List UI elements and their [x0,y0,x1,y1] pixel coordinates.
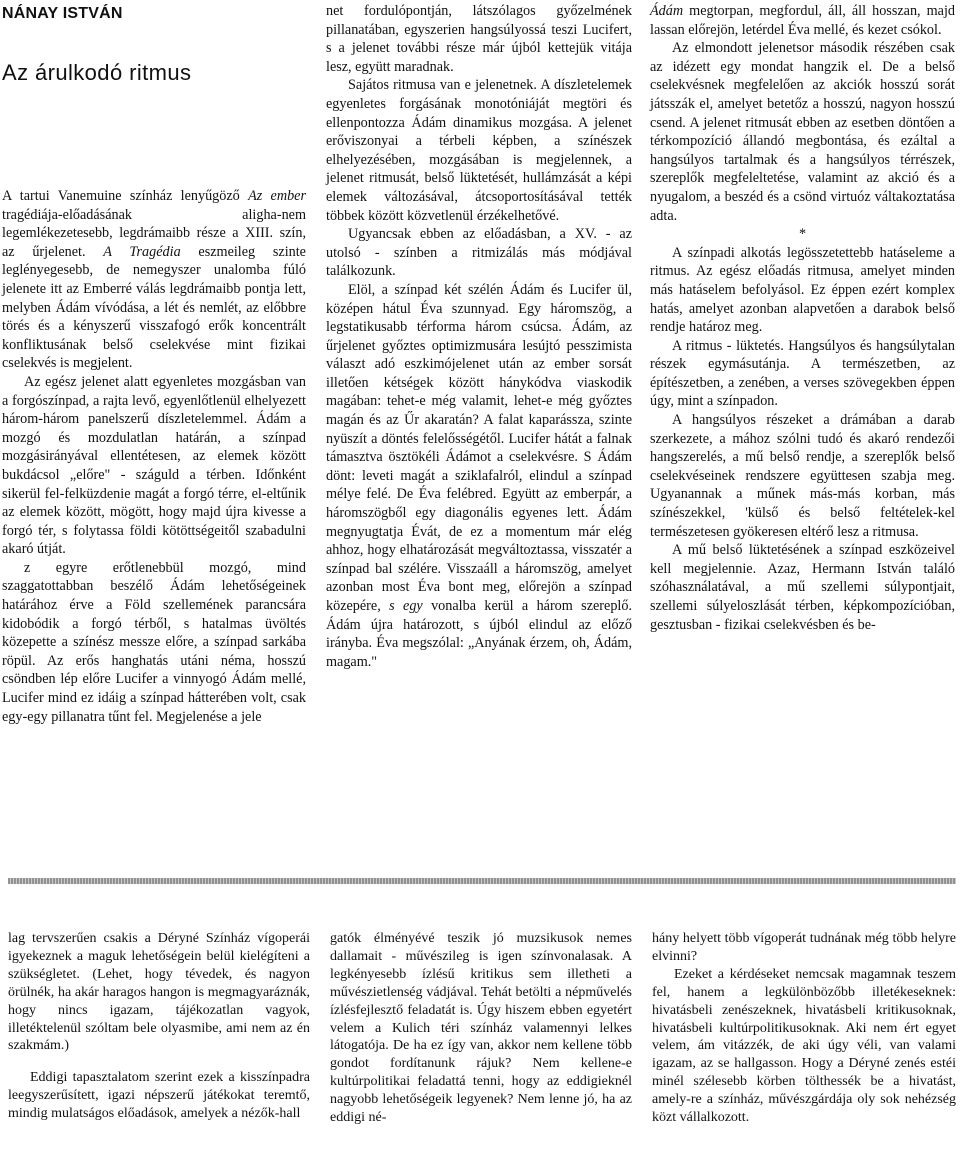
article-column-1 [2,187,306,726]
section-separator: * [798,226,807,243]
article-column-3 [650,2,955,634]
paragraph: A mű belső lüktetésének a színpad eszközeivel kell megjelennie. Azaz, Hermann István találó szóhasználatával, a mű szellemi súlypontjait, szellemi súlyeloszlását térben, képkompozícióban, gesztusban - fizikai cselekvésben és be- [650,542,955,633]
paragraph: A színpadi alkotás legösszetettebb hatáseleme a ritmus. Az egész előadás ritmusa, amelyet minden más hatáselem befolyásol. Ez éppen ezért komplex hatás, amelyet azonban alapvetően a darabok belső rendje határoz meg. [650,244,955,336]
paragraph: Sajátos ritmusa van e jelenetnek. A díszletelemek egyenletes forgásának monotóniáját megtöri és ellenpontozza Ádám dinamikus mozgása. A jelenet erőviszonyai a térbeli képben, a színészek elhelyezésében, mozgásában is megjelennek, a jelenet ritmusát, belső lüktetését, hullámzását a képi elemek változásával, átcsoportosításával tették többek között közvetlenül érzékelhetővé. [326,77,632,224]
paragraph: Eddigi tapasztalatom szerint ezek a kisszínpadra leegyszerűsített, igazi népszerű játékokat teremtő, mindig mulatságos előadások, amelyek a nézők-hall [8,1070,310,1122]
paragraph: Ádám megtorpan, megfordul, áll, áll hosszan, majd lassan előrejön, letérdel Éva mellé, és kezet csókol. [650,3,955,38]
article-title: Az árulkodó ritmus [2,60,192,85]
bottom-column-3 [652,930,956,1127]
paragraph: Az elmondott jelenetsor második részében csak az idézett egy mondat hangzik el. De a belső cselekvésnek megfelelően az akciók hosszú sorát játsszák el, amelyet betetőz a hosszú, nagyon hosszú csend. A jelenet ritmusát ebben az esetben döntően a térkompozíció állandó megbontása, és ezáltal a hangsúlyos tartalmak és a hangsúlyos térrészek, szereplők megfeleltetése, valamint az akció és a nyugalom, a beszéd és a csönd virtuóz váltakoztatása adta. [650,40,955,224]
paragraph: Ugyancsak ebben az előadásban, a XV. - az utolsó - színben a ritmizálás más módjával találkozunk. [326,226,632,280]
paragraph: Elöl, a színpad két szélén Ádám és Lucifer ül, középen hátul Éva szunnyad. Egy háromszög, a legstatikusabb térforma három csúcsa. Ádám, az űrjelenet győztes optimizmusára lesújtó pesszimista választ adó eszkimójelenet után az ember sorsát illetően kétségek között hánykódva viaskodik magában: tehet-e még valamit, lehet-e még győztes magán és az Űr akaratán? A falat kaparássza, szinte nyüszít a döntés felelősségétől. Lucifer hátát a falnak támasztva ösztökéli Ádámot a cselekvésre. S Ádám dönt: leveti magát a sziklafalról, elindul a színpad mélye felé. De Éva felébred. Együtt az emberpár, a háromszögből egy diagonális egyenes lett. Ádám megnyugtatja Évát, de ez a momentum már elég ahhoz, hogy elhatározását megváltoztassa, visszatér a színpad bal szélére. Visszaáll a háromszög, amelyet azonban most Éva bont meg, előrejön a színpad közepére, s egy vonalba kerül a három szereplő. Ádám újra határozott, s újból elindul az előző irányba. Éva megszólal: „Anyának érzem, oh, Ádám, magam." [326,281,632,670]
paragraph: lag tervszerűen csakis a Déryné Színház vígoperái igyekeznek a maguk lehetőségein belül kielégíteni a szükségletet. (Lehet, hogy tévedek, és nagyon örülnék, ha akár haragos hangon is megmagyaráznák, hogy nincs igazam, tájékozatlan vagyok, illetéktelenül szóltam bele olyasmibe, ami nem az én szakmám.) [8,931,310,1054]
paragraph: A tartui Vanemuine színház lenyűgöző Az ember tragédiája-előadásának aligha-nem legemlékezetesebb, legdrámaibb része a XIII. szín, az űrjelenet. A Tragédia eszmeileg szinte leglényegesebb, de nemegyszer unalomba fúló jelenete itt az Emberré válás legdrámaibb pontja lett, melyben Ádám vívódása, a lét és nemlét, az előbbre törés és a kényszerű visszafogó erők koncentrált konfliktusának belső cselekvése mint fizikai cselekvés is megjelent. [2,188,306,372]
page-divider [8,878,956,884]
bottom-column-2 [330,930,632,1127]
paragraph: net fordulópontján, látszólagos győzelmének pillanatában, egyszerien hangsúlyossá teszi Lucifert, s a jelenet további része már újból kettejük vitája lesz, együtt maradnak. [326,3,632,75]
article-column-2 [326,2,632,671]
paragraph: A hangsúlyos részeket a drámában a darab szerkezete, a mához szólni tudó és akaró rendezői hangszerelés, a mű belső rendje, a szereplők belső cselekvéseinek rendszere együttesen szabja meg. Ugyanannak a műnek más-más korban, más színészekkel, 'külső és belső feltételek-kel természetesen gyökeresen eltérő lesz a ritmusa. [650,412,955,540]
bottom-column-1 [8,930,310,1123]
paragraph: z egyre erőtlenebbül mozgó, mind szaggatottabban beszélő Ádám lehetőségeinek határához érve a Föld szellemének parancsára kidobódik a forgó térből, s hatalmas üvöltés közepette a színész messze előre, a színpad sarkába röpül. Az erős hanghatás utáni néma, hosszú csöndben lép előre Lucifer a vinnyogó Ádám mellé, Lucifer mind ez idáig a színpad hátterében volt, csak egy-egy pillanatra tűnt fel. Megjelenése a jele [2,559,306,725]
paragraph: gatók élményévé teszik jó muzsikusok nemes dallamait - művészileg is igen színvonalasak. A legkényesebb ízlésű kritikus sem illetheti a művészietlenség vádjával. Tehát betölti a népművelés ízlésfejlesztő feladatát is. Úgy hiszem ebben egyetért velem a Kulich téri színház valamennyi lelkes látogatója. De ha ez így van, akkor nem kellene több gondot fordítanunk rájuk? Nem kellene-e kultúrpolitikai feladattá tenni, hogy az eddigieknél nagyobb lehetőségeik legyenek? Nem lenne jó, ha az eddigi né- [330,931,632,1126]
paragraph: hány helyett több vígoperát tudnának még több helyre elvinni? [652,931,956,964]
paragraph: Az egész jelenet alatt egyenletes mozgásban van a forgószínpad, a rajta levő, egyenlőtlenül elhelyezett három-három panelszerű díszletelemmel. Ádám a mozgó és mozdulatlan határán, a színpad mozgásirányával ellentétesen, az elemek között bukdácsol „előre" - száguld a térben. Időnként sikerül fel-felküzdenie magát a forgó térre, el-eltűnik az elemek között, mögött, hogy majd újra kivesse a forgó tér, s folytassa földi kötöttségeitől szabadulni akaró útját. [2,373,306,558]
paragraph: A ritmus - lüktetés. Hangsúlyos és hangsúlytalan részek egymásutánja. A természetben, az építészetben, a zenében, a verses szövegekben éppen úgy, mint a színpadon. [650,337,955,410]
author-name: NÁNAY ISTVÁN [2,5,123,22]
paragraph: Ezeket a kérdéseket nemcsak magamnak teszem fel, hanem a legkülönbözőbb illetékeseknek: hivatásbeli zenészeknek, hivatásbeli kritikusoknak, hivatásbeli kultúrpolitikusoknak. Aki nem ért egyet velem, ám vitázzék, de aki úgy véli, van valami igazam, az se hallgasson. Hogy a Déryné zenés estéi minél szélesebb körben tölthessék be a hivatást, amely-re a színház, művészgárdája oly sok nehézség közt vállalkozott. [652,966,956,1126]
